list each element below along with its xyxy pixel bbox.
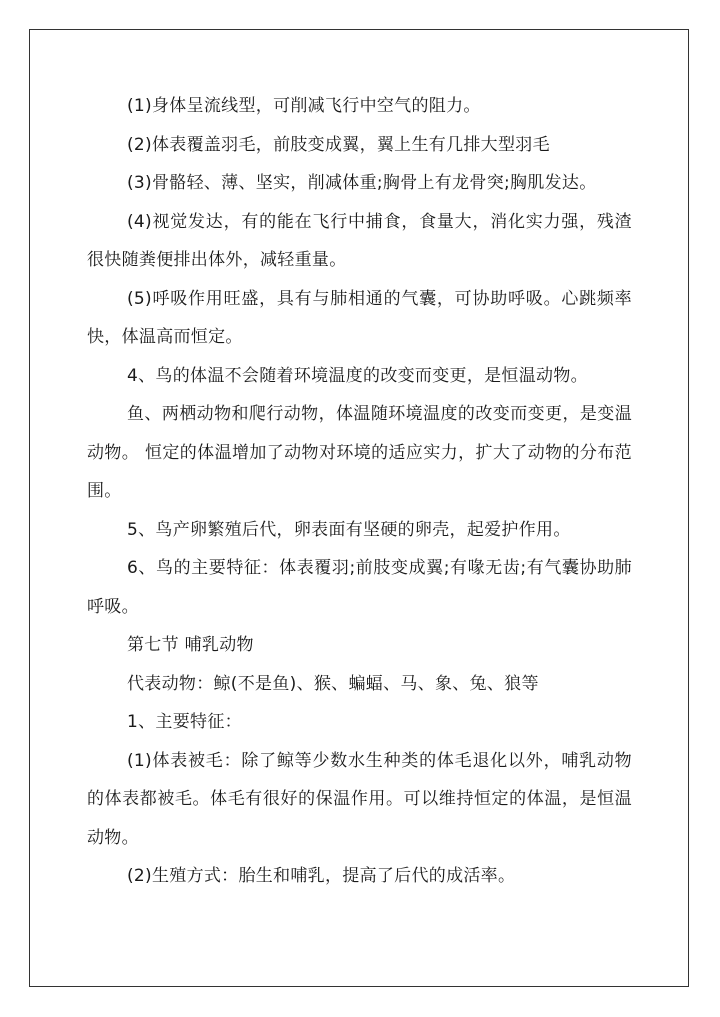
paragraph-vision-digestion: (4)视觉发达，有的能在飞行中捕食，食量大，消化实力强，残渣很快随粪便排出体外，减轻重量。: [87, 211, 632, 270]
paragraph-respiration: (5)呼吸作用旺盛，具有与肺相通的气囊，可协助呼吸。心跳频率快，体温高而恒定。: [87, 288, 632, 347]
paragraph-bird-features: 6、鸟的主要特征：体表覆羽;前肢变成翼;有喙无齿;有气囊协助肺呼吸。: [87, 558, 632, 617]
paragraph-representative-animals: 代表动物：鲸(不是鱼)、猴、蝙蝠、马、象、兔、狼等: [127, 673, 539, 694]
paragraph-feathers-wings: (2)体表覆盖羽毛，前肢变成翼，翼上生有几排大型羽毛: [127, 134, 550, 155]
document-body: [87, 87, 632, 896]
paragraph-reproduction-mode: (2)生殖方式：胎生和哺乳，提高了后代的成活率。: [127, 866, 516, 886]
paragraph-streamlined-body: (1)身体呈流线型，可削减飞行中空气的阻力。: [127, 96, 481, 116]
paragraph-bones-muscles: (3)骨骼轻、薄、坚实，削减体重;胸骨上有龙骨突;胸肌发达。: [127, 173, 597, 193]
paragraph-egg-reproduction: 5、鸟产卵繁殖后代，卵表面有坚硬的卵壳，起爱护作用。: [127, 519, 571, 540]
paragraph-constant-temperature: 4、鸟的体温不会随着环境温度的改变而变更，是恒温动物。: [127, 365, 588, 386]
paragraph-main-features-heading: 1、主要特征：: [127, 712, 242, 732]
section-heading-mammals: 第七节 哺乳动物: [127, 635, 254, 655]
paragraph-variable-temperature: 鱼、两栖动物和爬行动物，体温随环境温度的改变而变更，是变温动物。 恒定的体温增加了动物对环境的适应实力，扩大了动物的分布范围。: [87, 404, 632, 501]
paragraph-body-hair: (1)体表被毛：除了鲸等少数水生种类的体毛退化以外，哺乳动物的体表都被毛。体毛有很好的保温作用。可以维持恒定的体温，是恒温动物。: [87, 750, 632, 848]
